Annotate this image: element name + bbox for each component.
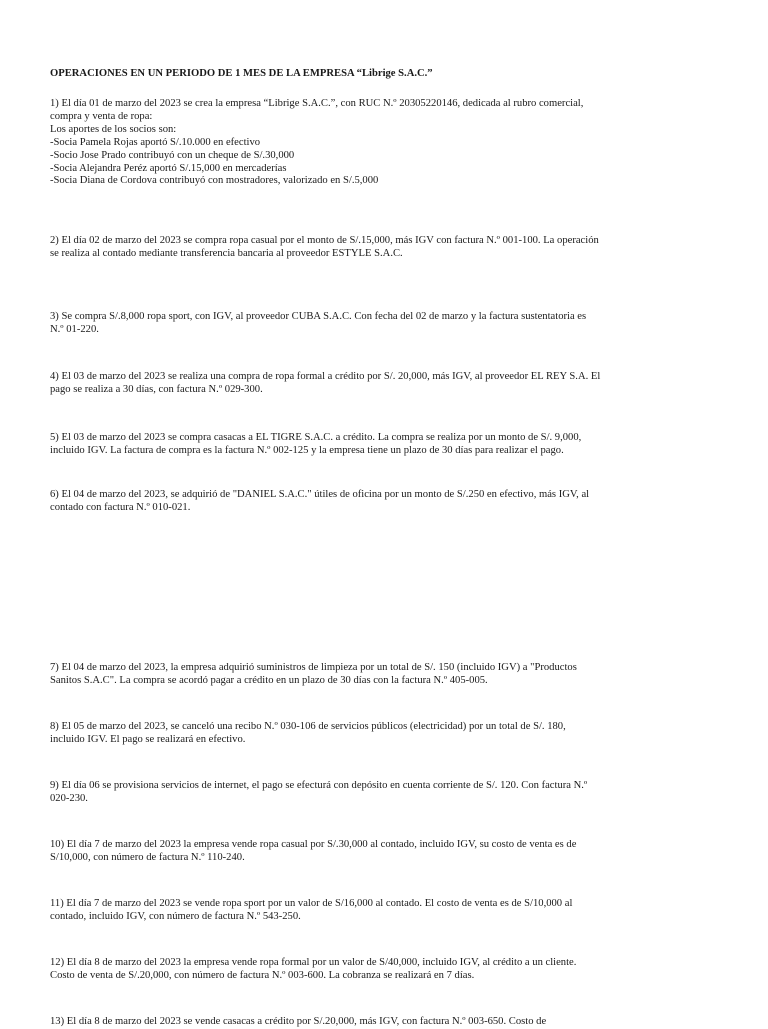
- operation-1-aporte: -Socia Alejandra Peréz aportó S/.15,000 en mercaderías: [50, 162, 287, 174]
- operation-6: [50, 489, 602, 515]
- operation-4: [50, 371, 602, 397]
- operation-8: [50, 721, 602, 747]
- operation-1-intro: 1) El día 01 de marzo del 2023 se crea la empresa “Librige S.A.C.”, con RUC N.º 20305220146, dedicada al rubro comercial, compra y venta de ropa:: [50, 98, 587, 122]
- operation-10: [50, 839, 602, 865]
- operation-2: [50, 235, 602, 261]
- operation-3-text: 3) Se compra S/.8,000 ropa sport, con IGV, al proveedor CUBA S.A.C. Con fecha del 02 de marzo y la factura sustentatoria es N.º 01-220.: [50, 311, 589, 335]
- operation-1-aporte: -Socia Diana de Cordova contribuyó con mostradores, valorizado en S/.5,000: [50, 175, 379, 187]
- document-title: OPERACIONES EN UN PERIODO DE 1 MES DE LA EMPRESA “Librige S.A.C.”: [50, 68, 433, 79]
- operation-11: [50, 898, 602, 924]
- operation-4-text: 4) El 03 de marzo del 2023 se realiza una compra de ropa formal a crédito por S/. 20,000, más IGV, al proveedor EL REY S.A. El pago se realiza a 30 días, con factura N.º 029-300.: [50, 371, 603, 395]
- operation-12-text: 12) El día 8 de marzo del 2023 la empresa vende ropa formal por un valor de S/40,000, incluido IGV, al crédito a un cliente. Costo de venta de S/.20,000, con número de factura N.º 003-600. La cobranza se realizará en 7 días.: [50, 957, 580, 981]
- operation-10-text: 10) El día 7 de marzo del 2023 la empresa vende ropa casual por S/.30,000 al contado, incluido IGV, su costo de venta es de S/10,000, con número de factura N.º 110-240.: [50, 839, 580, 863]
- operation-1: [50, 98, 602, 188]
- operation-9: [50, 780, 602, 806]
- operation-5-text: 5) El 03 de marzo del 2023 se compra casacas a EL TIGRE S.A.C. a crédito. La compra se realiza por un monto de S/. 9,000, incluido IGV. La factura de compra es la factura N.º 002-125 y la empresa tiene un plazo de 30 días para realizar el pago.: [50, 432, 584, 456]
- operation-7-text: 7) El 04 de marzo del 2023, la empresa adquirió suministros de limpieza por un total de S/. 150 (incluido IGV) a "Productos Sanitos S.A.C". La compra se acordó pagar a crédito en un plazo de 30 días con la factura N.º 405-005.: [50, 662, 580, 686]
- operation-9-text: 9) El día 06 se provisiona servicios de internet, el pago se efecturá con depósito en cuenta corriente de S/. 120. Con factura N.º 020-230.: [50, 780, 590, 804]
- operation-1-aportes-heading: Los aportes de los socios son:: [50, 123, 177, 135]
- operation-11-text: 11) El día 7 de marzo del 2023 se vende ropa sport por un valor de S/16,000 al contado. El costo de venta es de S/10,000 al contado, incluido IGV, con número de factura N.º 543-250.: [50, 898, 576, 922]
- operation-1-aporte: -Socia Pamela Rojas aportó S/.10.000 en efectivo: [50, 136, 261, 148]
- operation-2-text: 2) El día 02 de marzo del 2023 se compra ropa casual por el monto de S/.15,000, más IGV con factura N.º 001-100. La operación se realiza al contado mediante transferencia bancaria al proveedor ESTYLE S.A.C.: [50, 235, 602, 259]
- operation-7: [50, 662, 602, 688]
- operation-13-text: 13) El día 8 de marzo del 2023 se vende casacas a crédito por S/.20,000, más IGV, con factura N.º 003-650. Costo de: [50, 1016, 547, 1027]
- operation-5: [50, 432, 602, 458]
- operation-8-text: 8) El 05 de marzo del 2023, se canceló una recibo N.º 030-106 de servicios públicos (electricidad) por un total de S/. 180, incluido IGV. El pago se realizará en efectivo.: [50, 721, 569, 745]
- operation-3: [50, 311, 602, 337]
- operation-12: [50, 957, 602, 983]
- operation-6-text: 6) El 04 de marzo del 2023, se adquirió de "DANIEL S.A.C." útiles de oficina por un monto de S/.250 en efectivo, más IGV, al contado con factura N.º 010-021.: [50, 489, 592, 513]
- operation-1-aporte: -Socio Jose Prado contribuyó con un cheque de S/.30,000: [50, 149, 295, 161]
- operation-13: [50, 1016, 602, 1029]
